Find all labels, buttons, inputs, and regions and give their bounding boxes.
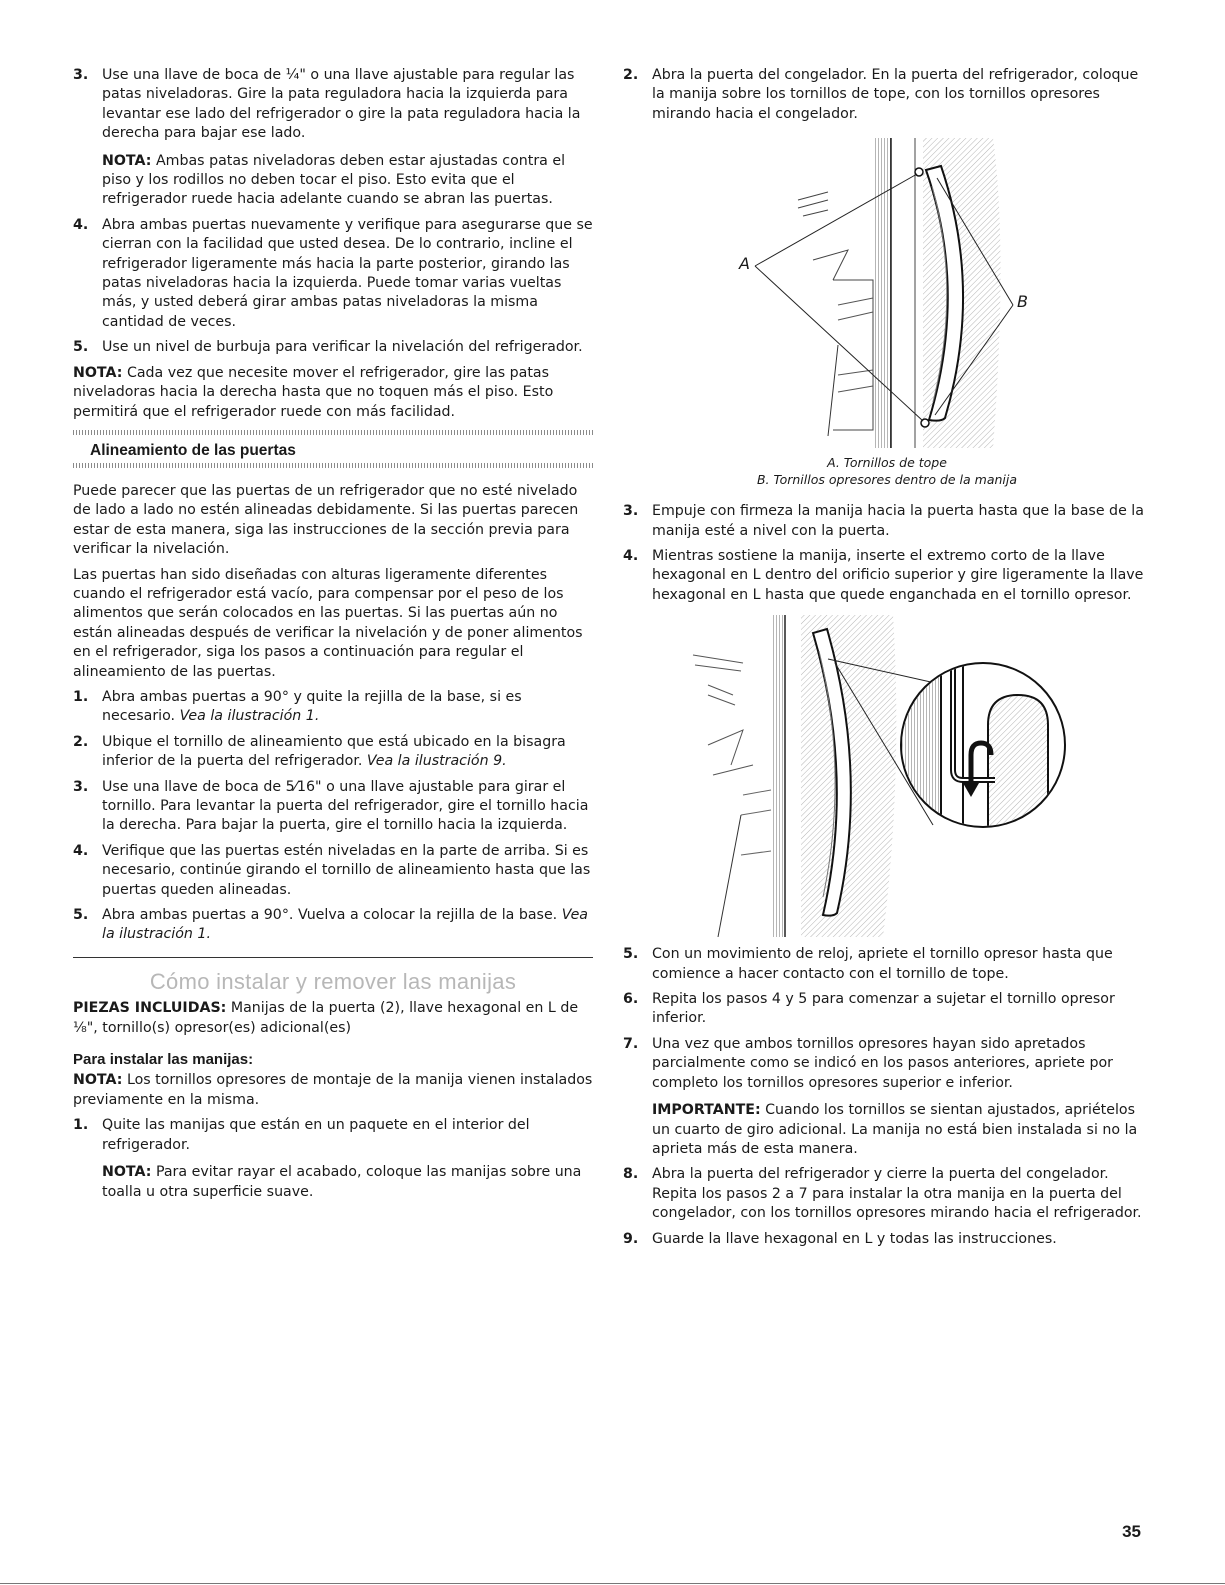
parts-included bbox=[73, 999, 593, 1038]
step-text: Repita los pasos 4 y 5 para comenzar a sujetar el tornillo opresor inferior. bbox=[652, 991, 1115, 1027]
figure-caption bbox=[623, 454, 1151, 488]
step-number: 2. bbox=[623, 67, 639, 83]
step-text: Con un movimiento de reloj, apriete el tornillo opresor hasta que comience a hacer contacto con el tornillo de tope. bbox=[652, 946, 1113, 982]
step-number: 8. bbox=[623, 1166, 639, 1183]
note-paragraph bbox=[73, 364, 593, 422]
page-number: 35 bbox=[1122, 1522, 1141, 1541]
step-text: Guarde la llave hexagonal en L y todas las instrucciones. bbox=[652, 1230, 1057, 1247]
page-bottom-rule bbox=[0, 1583, 1225, 1584]
step-item bbox=[73, 842, 593, 900]
step-number: 5. bbox=[73, 907, 89, 924]
step-number: 5. bbox=[73, 339, 89, 356]
step-item bbox=[623, 990, 1151, 1029]
illustration-ref: Vea la ilustración 9. bbox=[366, 753, 507, 770]
step-item bbox=[623, 66, 1151, 124]
paragraph: Puede parecer que las puertas de un refrigerador que no esté nivelado de lado a lado no estén alineadas debidamente. Si las puertas parecen estar de esta manera, siga las instrucciones de la sección previa para verificar la nivelación. bbox=[73, 482, 579, 558]
step-number: 3. bbox=[73, 67, 89, 83]
step-text: Use un nivel de burbuja para verificar la nivelación del refrigerador. bbox=[102, 339, 583, 356]
step-number: 5. bbox=[623, 946, 639, 963]
note-label: NOTA: bbox=[73, 1072, 123, 1089]
note-label: NOTA: bbox=[102, 152, 152, 169]
caption-b: B. Tornillos opresores dentro de la manija bbox=[756, 472, 1018, 488]
hex-key-illustration bbox=[623, 615, 1151, 937]
step-text: Use una llave de boca de 5⁄16" o una llave ajustable para girar el tornillo. Para levantar la puerta del refrigerador, gire el tornillo hacia la derecha. Para bajar la puerta, gire el tornillo hacia la izquierda. bbox=[102, 778, 589, 834]
step-number: 9. bbox=[623, 1230, 639, 1247]
step-number: 2. bbox=[73, 733, 89, 750]
step-number: 4. bbox=[73, 216, 89, 233]
step-text: Use una llave de boca de ¼" o una llave ajustable para regular las patas niveladoras. Gire la pata reguladora hacia la izquierda para levantar ese lado del refrigerador o gire la pata reguladora hacia la derecha para bajar ese lado. bbox=[102, 67, 581, 142]
step-text: Abra ambas puertas a 90° y quite la rejilla de la base, si es necesario. bbox=[102, 688, 522, 725]
step-text: Empuje con firmeza la manija hacia la puerta hasta que la base de la manija esté a nivel con la puerta. bbox=[652, 503, 1144, 539]
step-note bbox=[652, 1101, 1151, 1159]
note-label: NOTA: bbox=[102, 1164, 152, 1181]
note-text: Los tornillos opresores de montaje de la manija vienen instalados previamente en la misma. bbox=[73, 1072, 593, 1108]
step-number: 3. bbox=[623, 503, 639, 520]
note-label: IMPORTANTE: bbox=[652, 1102, 761, 1119]
divider bbox=[73, 957, 593, 958]
note-text: Cada vez que necesite mover el refrigerador, gire las patas niveladoras hacia la derecha hasta que no toquen más el piso. Esto permitirá que el refrigerador ruede con más facilidad. bbox=[73, 364, 554, 420]
step-item bbox=[73, 66, 593, 210]
left-column bbox=[73, 66, 593, 1208]
step-item bbox=[623, 1230, 1151, 1249]
step-item bbox=[623, 502, 1151, 541]
handle-figure-1 bbox=[623, 130, 1151, 448]
step-text: Abra ambas puertas a 90°. Vuelva a colocar la rejilla de la base. bbox=[102, 907, 562, 924]
step-number: 1. bbox=[73, 688, 89, 705]
step-number: 6. bbox=[623, 991, 639, 1008]
step-note bbox=[102, 1163, 593, 1202]
right-column bbox=[623, 66, 1151, 1255]
step-item bbox=[623, 1165, 1151, 1223]
illustration-ref: Vea la ilustración 1. bbox=[102, 907, 588, 943]
step-text: Ubique el tornillo de alineamiento que está ubicado en la bisagra inferior de la puerta del refrigerador. bbox=[102, 733, 566, 770]
step-item bbox=[73, 778, 593, 836]
step-text: Abra la puerta del congelador. En la puerta del refrigerador, coloque la manija sobre los tornillos de tope, con los tornillos opresores mirando hacia el congelador. bbox=[652, 67, 1139, 122]
note-paragraph bbox=[73, 1071, 593, 1110]
parts-label: PIEZAS INCLUIDAS: bbox=[73, 1000, 227, 1017]
step-text: Abra la puerta del refrigerador y cierre la puerta del congelador. Repita los pasos 2 a 7 para instalar la otra manija en la puerta del congelador, con los tornillos opresores mirando hacia el refrigerador. bbox=[652, 1166, 1142, 1222]
step-text: Abra ambas puertas nuevamente y verifique para asegurarse que se cierran con la facilidad que usted desea. De lo contrario, incline el refrigerador ligeramente más hacia la parte posterior, girando las patas niveladoras hacia la izquierda. Puede tomar varias vueltas más, y usted deberá girar ambas patas niveladoras la misma cantidad de veces. bbox=[102, 216, 593, 330]
note-label: NOTA: bbox=[73, 364, 123, 381]
handle-figure-2 bbox=[623, 615, 1151, 937]
step-text: Una vez que ambos tornillos opresores hayan sido apretados parcialmente como se indicó en los pasos anteriores, apriete por completo los tornillos opresores superior e inferior. bbox=[652, 1035, 1113, 1091]
step-number: 3. bbox=[73, 778, 89, 795]
note-text: Ambas patas niveladoras deben estar ajustadas contra el piso y los rodillos no deben tocar el piso. Esto evita que el refrigerador ruede hacia adelante cuando se abran las puertas. bbox=[102, 152, 566, 208]
paragraph: Las puertas han sido diseñadas con alturas ligeramente diferentes cuando el refrigerador está vacío, para compensar por el peso de los alimentos que serán colocados en las puertas. Si las puertas aún no están alineadas después de verificar la nivelación y de poner alimentos en el refrigerador, siga los pasos a continuación para regular el alineamiento de las puertas. bbox=[73, 566, 583, 680]
step-number: 4. bbox=[623, 548, 639, 565]
step-item bbox=[73, 338, 593, 357]
step-item bbox=[623, 1035, 1151, 1159]
note-text: Para evitar rayar el acabado, coloque las manijas sobre una toalla u otra superficie suave. bbox=[102, 1164, 582, 1200]
caption-a: A. Tornillos de tope bbox=[827, 455, 947, 471]
sub-heading: Para instalar las manijas: bbox=[73, 1051, 254, 1069]
section-rule bbox=[73, 430, 593, 435]
step-text: Mientras sostiene la manija, inserte el extremo corto de la llave hexagonal en L dentro del orificio superior y gire ligeramente la llave hexagonal en L hasta que quede enganchada en el tornillo opresor. bbox=[652, 548, 1144, 603]
note-text: Cuando los tornillos se sientan ajustados, apriételos un cuarto de giro adicional. La manija no está bien instalada si no la aprieta más de esta manera. bbox=[652, 1102, 1138, 1157]
step-text: Quite las manijas que están en un paquete en el interior del refrigerador. bbox=[102, 1117, 530, 1153]
step-note bbox=[102, 152, 593, 210]
handle-illustration bbox=[623, 130, 1151, 448]
step-number: 7. bbox=[623, 1035, 639, 1052]
step-number: 4. bbox=[73, 842, 89, 859]
step-item bbox=[623, 547, 1151, 605]
step-text: Verifique que las puertas estén niveladas en la parte de arriba. Si es necesario, continúe girando el tornillo de alineamiento hasta que las puertas queden alineadas. bbox=[102, 842, 591, 898]
step-item bbox=[623, 945, 1151, 984]
illustration-ref: Vea la ilustración 1. bbox=[179, 708, 320, 725]
step-item bbox=[73, 1116, 593, 1202]
step-number: 1. bbox=[73, 1117, 89, 1134]
step-item bbox=[73, 906, 593, 945]
callout-label-b: B bbox=[1017, 292, 1028, 312]
step-item bbox=[73, 216, 593, 332]
callout-label-a: A bbox=[739, 254, 750, 274]
chapter-title: Cómo instalar y remover las manijas bbox=[149, 968, 517, 994]
parts-text: Manijas de la puerta (2), llave hexagonal en L de ⅛", tornillo(s) opresor(es) adicional(es) bbox=[73, 1000, 579, 1036]
section-title: Alineamiento de las puertas bbox=[90, 441, 296, 459]
step-item bbox=[73, 733, 593, 772]
step-item bbox=[73, 688, 593, 727]
